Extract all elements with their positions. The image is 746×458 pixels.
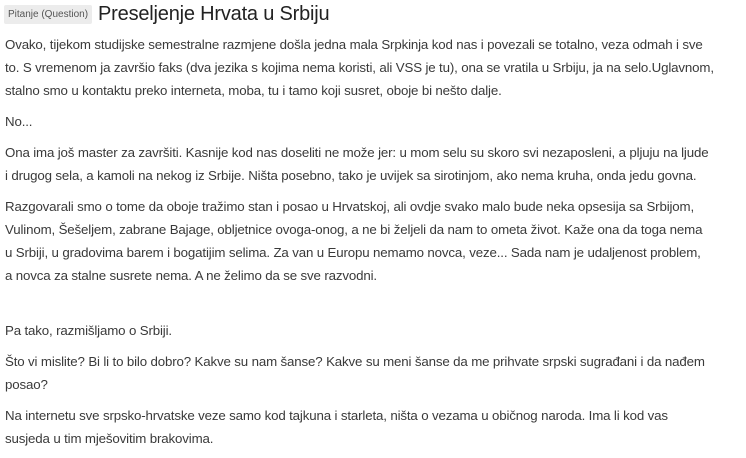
paragraph: [5, 141, 745, 187]
paragraph: [5, 110, 745, 133]
question-badge: Pitanje (Question): [4, 5, 92, 24]
text-line: Pa tako, razmišljamo o Srbiji.: [5, 323, 172, 338]
text-line: posao?: [5, 377, 48, 392]
text-line: to. S vremenom ja završio faks (dva jezika s kojima nema koristi, ali VSS je tu), ona se vratila u Srbiju, ja na selo.Uglavnom,: [5, 60, 714, 75]
text-line: Vulinom, Šešeljem, zabrane Bajage, obljetnice ovoga-onog, a ne bi željeli da nam to ometa život. Kaže ona da toga nema: [5, 222, 703, 237]
paragraph: [5, 404, 745, 450]
paragraph: [5, 33, 745, 102]
text-line: Ovako, tijekom studijske semestralne razmjene došla jedna mala Srpkinja kod nas i povezali se totalno, veza odmah i sve: [5, 37, 703, 52]
text-line: u Srbiji, u gradovima barem i bogatijim selima. Za van u Europu nemamo novca, veze... Sada nam je udaljenost problem,: [5, 245, 701, 260]
text-line: Razgovarali smo o tome da oboje tražimo stan i posao u Hrvatskoj, ali ovdje svako malo bude neka opsesija sa Srbijom,: [5, 199, 695, 214]
text-line: Ona ima još master za završiti. Kasnije kod nas doseliti ne može jer: u mom selu su skoro svi nezaposleni, a pljuju na ljude: [5, 145, 709, 160]
text-line: stalno smo u kontaktu preko interneta, moba, tu i tamo koji susret, oboje bi nešto dalje.: [5, 83, 502, 98]
paragraph: [5, 195, 745, 287]
page-title: Preseljenje Hrvata u Srbiju: [98, 3, 330, 25]
text-line: Što vi mislite? Bi li to bilo dobro? Kakve su nam šanse? Kakve su meni šanse da me prihvate srpski sugrađani i da nađem: [5, 354, 705, 369]
text-line: susjeda u tim mješovitim brakovima.: [5, 431, 214, 446]
question-body: [5, 33, 745, 458]
question-header: [4, 3, 329, 26]
text-line: No...: [5, 114, 33, 129]
blank-gap: [5, 295, 745, 319]
text-line: a novca za stalne susrete nema. A ne želimo da se sve razvodni.: [5, 268, 377, 283]
text-line: i drugog sela, a kamoli na nekog iz Srbije. Ništa posebno, tako je uvijek sa sirotinjom, ako nema kruha, onda jedu govna.: [5, 168, 697, 183]
paragraph: [5, 319, 745, 342]
text-line: Na internetu sve srpsko-hrvatske veze samo kod tajkuna i starleta, ništa o vezama u običnog naroda. Ima li kod vas: [5, 408, 668, 423]
paragraph: [5, 350, 745, 396]
